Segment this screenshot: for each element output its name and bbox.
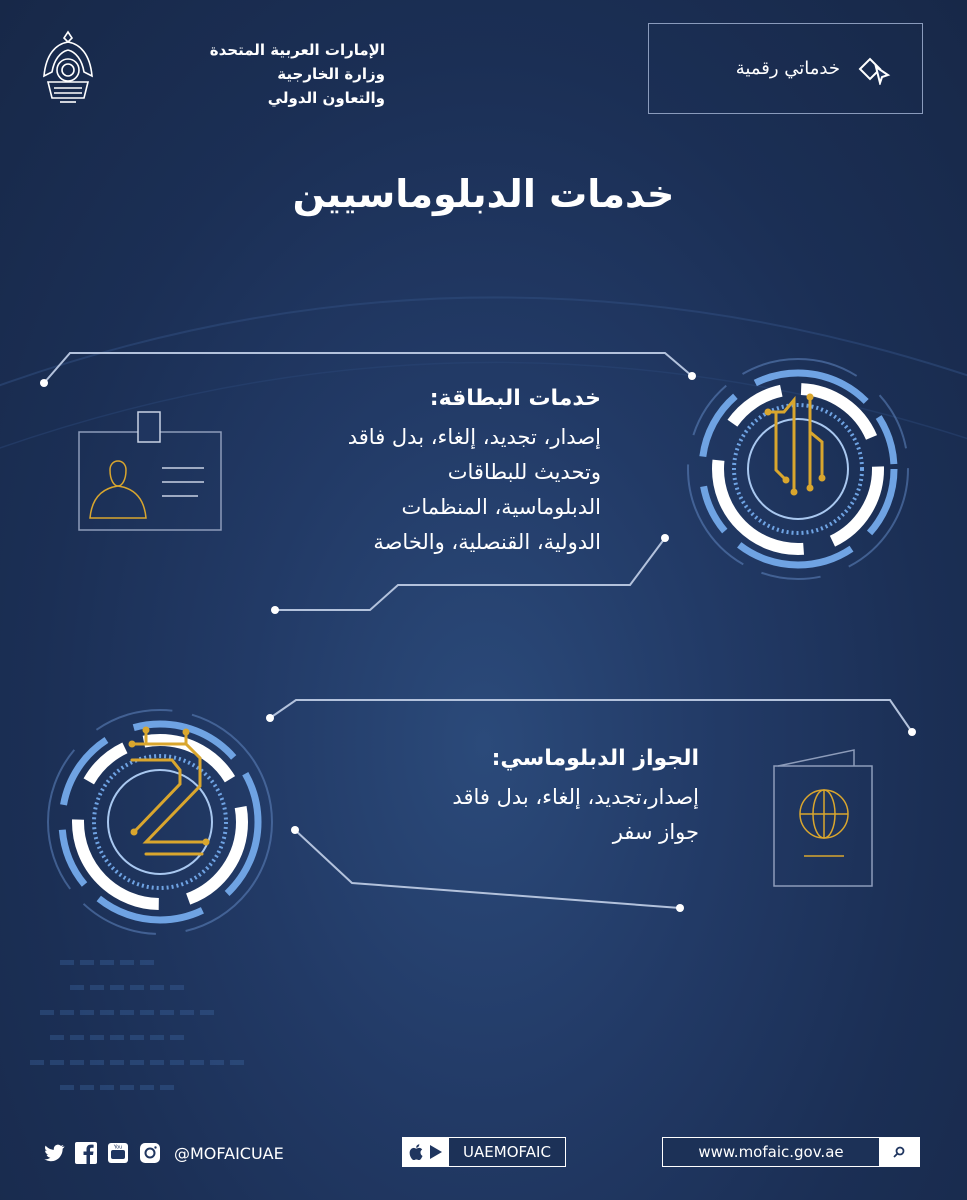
- social-links: [42, 1138, 284, 1168]
- description-line: جواز سفر: [612, 820, 699, 844]
- id-card-icon: [78, 410, 224, 534]
- service-1-number-ring: [680, 352, 912, 588]
- description-line: الدبلوماسية، المنظمات: [401, 495, 601, 519]
- search-icon: [879, 1138, 919, 1166]
- apple-icon: [409, 1144, 423, 1160]
- store-icons: [403, 1138, 449, 1166]
- youtube-icon[interactable]: [106, 1141, 130, 1165]
- page-title: خدمات الدبلوماسيين: [292, 172, 675, 216]
- ministry-line: وزارة الخارجية: [277, 65, 385, 83]
- ministry-line: الإمارات العربية المتحدة: [209, 41, 385, 59]
- app-store-badge[interactable]: [402, 1137, 566, 1167]
- app-store-label: UAEMOFAIC: [449, 1138, 565, 1166]
- card-services-title: خدمات البطاقة:: [429, 386, 601, 411]
- google-play-icon: [429, 1144, 443, 1160]
- card-services-description: [348, 420, 601, 560]
- digital-services-label: خدماتي رقمية: [735, 58, 840, 79]
- svg-text:You: You: [113, 1144, 123, 1151]
- instagram-icon[interactable]: [138, 1141, 162, 1165]
- twitter-icon[interactable]: [42, 1141, 66, 1165]
- description-line: وتحديث للبطاقات: [447, 460, 601, 484]
- passport-services-description: [452, 780, 699, 850]
- description-line: إصدار،تجديد، إلغاء، بدل فاقد: [452, 785, 699, 809]
- passport-services-title: الجواز الدبلوماسي:: [491, 746, 699, 771]
- description-line: إصدار، تجديد، إلغاء، بدل فاقد: [347, 425, 601, 449]
- ministry-line: والتعاون الدولي: [267, 89, 385, 107]
- facebook-icon[interactable]: [74, 1141, 98, 1165]
- description-line: الدولية، القنصلية، والخاصة: [373, 530, 601, 554]
- service-2-number-ring: [36, 704, 276, 940]
- passport-icon: [772, 748, 876, 890]
- social-handle[interactable]: @MOFAICUAE: [174, 1143, 284, 1163]
- website-url: www.mofaic.gov.ae: [663, 1138, 879, 1166]
- website-link[interactable]: [662, 1137, 920, 1167]
